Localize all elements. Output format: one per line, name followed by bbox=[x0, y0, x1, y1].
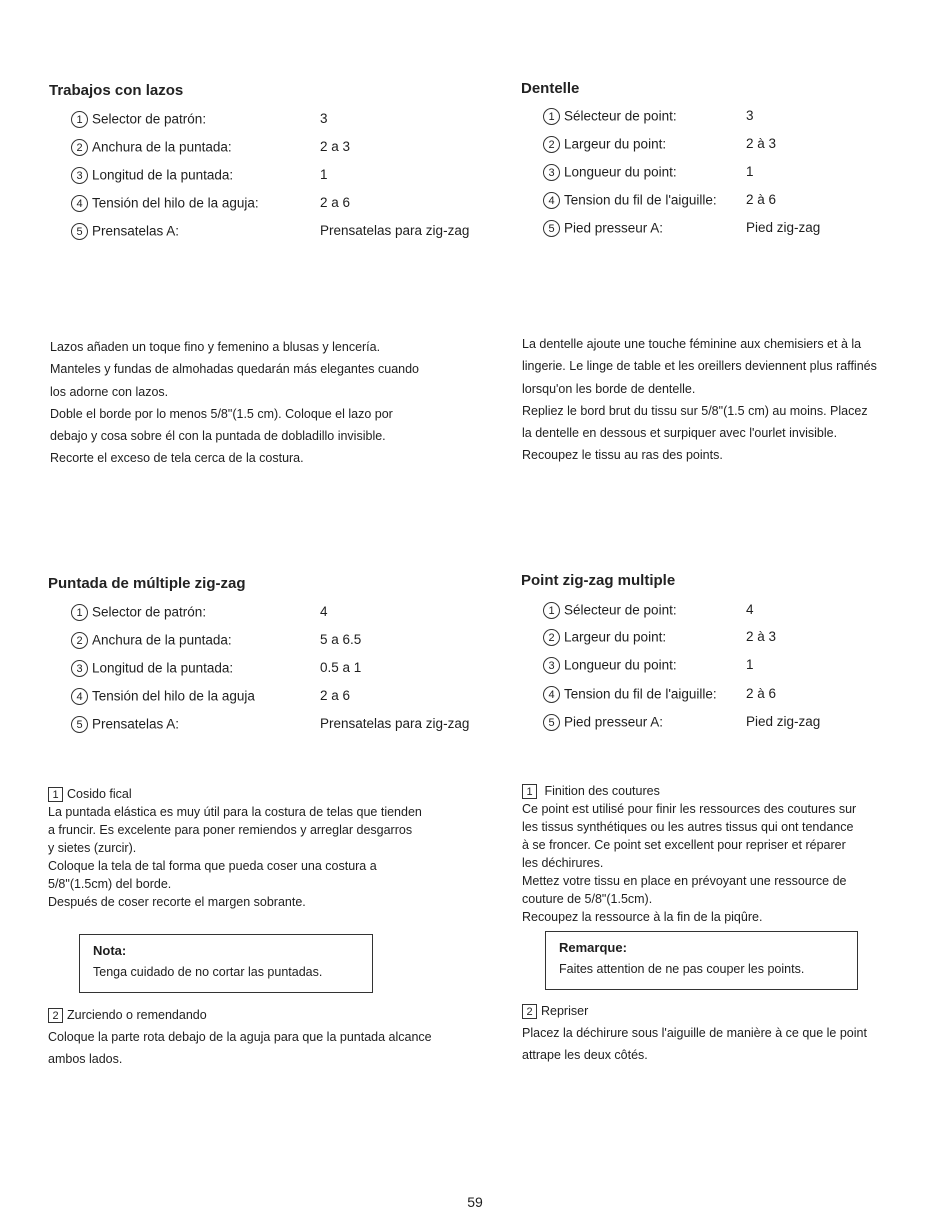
setting-label: Largeur du point: bbox=[564, 629, 667, 645]
setting-row bbox=[543, 135, 923, 153]
setting-value: Pied zig-zag bbox=[746, 220, 821, 235]
setting-label: Tensión del hilo de la aguja bbox=[92, 688, 255, 704]
es-item2 bbox=[48, 1004, 432, 1070]
setting-label: Longitud de la puntada: bbox=[92, 167, 234, 183]
setting-row bbox=[71, 166, 491, 184]
text-line: Recorte el exceso de tela cerca de la costura. bbox=[50, 451, 304, 466]
setting-row bbox=[543, 601, 923, 619]
setting-row bbox=[543, 163, 923, 181]
item-title: Repriser bbox=[541, 1004, 589, 1018]
item-heading bbox=[48, 1004, 432, 1026]
circled-number: 2 bbox=[71, 632, 88, 649]
setting-row bbox=[543, 713, 923, 731]
text-line: lingerie. Le linge de table et les oreillers deviennent plus raffinés bbox=[522, 359, 877, 374]
text-line: los adorne con lazos. bbox=[50, 384, 169, 399]
circled-number: 5 bbox=[71, 223, 88, 240]
item-title: Finition des coutures bbox=[544, 784, 660, 798]
setting-label: Longueur du point: bbox=[564, 164, 677, 180]
setting-label: Prensatelas A: bbox=[92, 716, 180, 732]
setting-value: 4 bbox=[320, 604, 328, 619]
circled-number: 4 bbox=[71, 688, 88, 705]
circled-number: 1 bbox=[543, 108, 560, 125]
note-title: Nota: bbox=[93, 943, 127, 958]
page-number: 59 bbox=[467, 1194, 483, 1210]
fr-dentelle-title: Dentelle bbox=[521, 80, 580, 97]
text-line: lorsqu'on les borde de dentelle. bbox=[522, 381, 696, 396]
setting-label: Longueur du point: bbox=[564, 657, 677, 673]
circled-number: 3 bbox=[71, 660, 88, 677]
es-lazos-text bbox=[50, 336, 419, 470]
circled-number: 5 bbox=[71, 716, 88, 733]
setting-label: Prensatelas A: bbox=[92, 223, 180, 239]
item-number-box: 1 bbox=[48, 787, 63, 802]
setting-row bbox=[543, 628, 923, 646]
circled-number: 4 bbox=[543, 686, 560, 703]
text-line: debajo y cosa sobre él con la puntada de dobladillo invisible. bbox=[50, 429, 386, 444]
setting-value: 3 bbox=[746, 108, 754, 123]
setting-label: Anchura de la puntada: bbox=[92, 632, 232, 648]
item-title: Cosido fical bbox=[67, 787, 132, 801]
setting-row bbox=[71, 603, 491, 621]
es-item1 bbox=[48, 785, 422, 911]
circled-number: 2 bbox=[543, 629, 560, 646]
setting-value: 5 a 6.5 bbox=[320, 632, 362, 647]
setting-label: Anchura de la puntada: bbox=[92, 139, 232, 155]
text-line: attrape les deux côtés. bbox=[522, 1048, 648, 1062]
setting-value: Pied zig-zag bbox=[746, 714, 821, 729]
text-line: Placez la déchirure sous l'aiguille de manière à ce que le point bbox=[522, 1026, 867, 1040]
circled-number: 4 bbox=[71, 195, 88, 212]
setting-value: 2 à 6 bbox=[746, 686, 777, 701]
setting-value: 0.5 a 1 bbox=[320, 660, 362, 675]
es-note-box bbox=[79, 934, 373, 993]
text-line: Repliez le bord brut du tissu sur 5/8"(1.5 cm) au moins. Placez bbox=[522, 403, 868, 418]
setting-label: Pied presseur A: bbox=[564, 220, 664, 236]
setting-label: Largeur du point: bbox=[564, 136, 667, 152]
circled-number: 1 bbox=[543, 602, 560, 619]
text-line: Lazos añaden un toque fino y femenino a blusas y lencería. bbox=[50, 340, 381, 354]
item-title: Zurciendo o remendando bbox=[67, 1008, 207, 1022]
setting-row bbox=[71, 110, 491, 128]
item-heading bbox=[48, 785, 422, 803]
text-line: Doble el borde por lo menos 5/8"(1.5 cm). Coloque el lazo por bbox=[50, 406, 393, 421]
es-multiple-title: Puntada de múltiple zig-zag bbox=[48, 575, 246, 592]
item-heading bbox=[522, 1000, 867, 1022]
text-line: Recoupez le tissu au ras des points. bbox=[522, 448, 723, 463]
circled-number: 3 bbox=[71, 167, 88, 184]
setting-row bbox=[71, 138, 491, 156]
setting-value: 1 bbox=[746, 657, 754, 672]
circled-number: 2 bbox=[71, 139, 88, 156]
text-line: Recoupez la ressource à la fin de la piqûre. bbox=[522, 910, 763, 924]
setting-label: Pied presseur A: bbox=[564, 714, 664, 730]
text-line: y sietes (zurcir). bbox=[48, 841, 137, 855]
text-line: les tissus synthétiques ou les autres tissus qui ont tendance bbox=[522, 820, 854, 834]
circled-number: 4 bbox=[543, 192, 560, 209]
text-line: à se froncer. Ce point set excellent pour repriser et réparer bbox=[522, 838, 846, 852]
setting-label: Tension du fil de l'aiguille: bbox=[564, 192, 717, 208]
setting-value: 3 bbox=[320, 111, 328, 126]
text-line: Coloque la parte rota debajo de la aguja para que la puntada alcance bbox=[48, 1030, 432, 1044]
setting-value: 2 a 6 bbox=[320, 195, 351, 210]
note-text: Tenga cuidado de no cortar las puntadas. bbox=[93, 965, 323, 979]
setting-row bbox=[71, 659, 491, 677]
setting-row bbox=[71, 194, 491, 212]
circled-number: 2 bbox=[543, 136, 560, 153]
setting-row bbox=[543, 107, 923, 125]
fr-note-box bbox=[545, 931, 858, 990]
setting-value: 1 bbox=[746, 164, 754, 179]
circled-number: 3 bbox=[543, 164, 560, 181]
item-number-box: 1 bbox=[522, 784, 537, 799]
setting-label: Selector de patrón: bbox=[92, 604, 207, 620]
text-line: La puntada elástica es muy útil para la costura de telas que tienden bbox=[48, 805, 422, 819]
setting-value: 2 à 3 bbox=[746, 136, 777, 151]
text-line: Después de coser recorte el margen sobrante. bbox=[48, 895, 306, 909]
circled-number: 5 bbox=[543, 220, 560, 237]
item-number-box: 2 bbox=[48, 1008, 63, 1023]
text-line: Mettez votre tissu en place en prévoyant une ressource de bbox=[522, 874, 847, 888]
fr-multiple-title: Point zig-zag multiple bbox=[521, 572, 676, 589]
setting-label: Sélecteur de point: bbox=[564, 602, 677, 618]
setting-row bbox=[543, 191, 923, 209]
setting-row bbox=[543, 685, 923, 703]
text-line: La dentelle ajoute une touche féminine aux chemisiers et à la bbox=[522, 337, 862, 351]
circled-number: 3 bbox=[543, 657, 560, 674]
setting-label: Selector de patrón: bbox=[92, 111, 207, 127]
setting-value: 2 a 6 bbox=[320, 688, 351, 703]
text-line: Manteles y fundas de almohadas quedarán más elegantes cuando bbox=[50, 362, 420, 377]
setting-row bbox=[71, 222, 491, 240]
text-line: couture de 5/8"(1.5cm). bbox=[522, 892, 653, 906]
text-line: a fruncir. Es excelente para poner remiendos y arreglar desgarros bbox=[48, 823, 413, 837]
item-heading bbox=[522, 782, 856, 800]
item-number-box: 2 bbox=[522, 1004, 537, 1019]
text-line: Ce point est utilisé pour finir les ressources des coutures sur bbox=[522, 802, 857, 816]
note-text: Faites attention de ne pas couper les points. bbox=[559, 962, 805, 976]
fr-item1 bbox=[522, 782, 856, 926]
es-lazos-title: Trabajos con lazos bbox=[49, 82, 184, 99]
setting-row bbox=[71, 687, 491, 705]
text-line: 5/8"(1.5cm) del borde. bbox=[48, 877, 172, 891]
fr-dentelle-text bbox=[522, 333, 922, 467]
setting-value: Prensatelas para zig-zag bbox=[320, 223, 470, 238]
setting-label: Longitud de la puntada: bbox=[92, 660, 234, 676]
setting-value: 4 bbox=[746, 602, 754, 617]
setting-value: 1 bbox=[320, 167, 328, 182]
note-title: Remarque: bbox=[559, 940, 627, 955]
setting-row bbox=[71, 631, 491, 649]
circled-number: 5 bbox=[543, 714, 560, 731]
setting-value: 2 à 3 bbox=[746, 629, 777, 644]
text-line: la dentelle en dessous et surpiquer avec l'ourlet invisible. bbox=[522, 426, 838, 441]
setting-row bbox=[71, 715, 491, 733]
setting-label: Sélecteur de point: bbox=[564, 108, 677, 124]
text-line: ambos lados. bbox=[48, 1052, 123, 1066]
setting-value: Prensatelas para zig-zag bbox=[320, 716, 470, 731]
circled-number: 1 bbox=[71, 111, 88, 128]
setting-value: 2 à 6 bbox=[746, 192, 777, 207]
setting-label: Tensión del hilo de la aguja: bbox=[92, 195, 259, 211]
setting-label: Tension du fil de l'aiguille: bbox=[564, 686, 717, 702]
circled-number: 1 bbox=[71, 604, 88, 621]
fr-item2 bbox=[522, 1000, 867, 1066]
text-line: Coloque la tela de tal forma que pueda coser una costura a bbox=[48, 859, 377, 873]
text-line: les déchirures. bbox=[522, 856, 604, 870]
setting-row bbox=[543, 219, 923, 237]
setting-value: 2 a 3 bbox=[320, 139, 351, 154]
setting-row bbox=[543, 656, 923, 674]
